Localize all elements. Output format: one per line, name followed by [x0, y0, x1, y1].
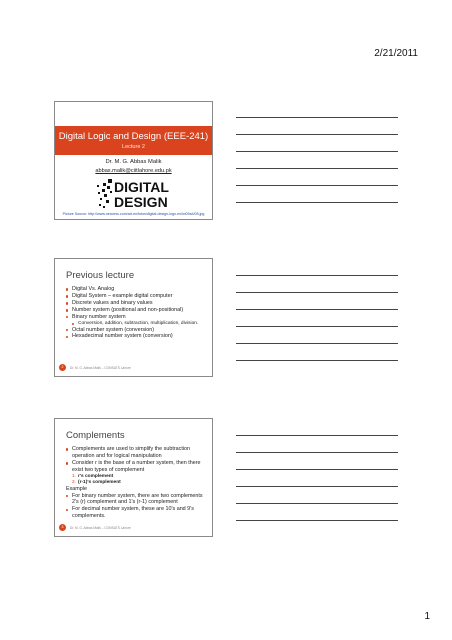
- logo-word-design: DESIGN: [114, 194, 168, 210]
- list-item: Binary number system: [66, 314, 206, 321]
- list-item: Hexadecimal number system (conversion): [66, 333, 206, 340]
- slide-heading: Complements: [66, 430, 125, 441]
- item-number: 1.: [72, 473, 77, 479]
- note-line: [236, 134, 398, 135]
- page-number: 1: [424, 611, 430, 622]
- note-line: [236, 435, 398, 436]
- note-line: [236, 202, 398, 203]
- note-line: [236, 292, 398, 293]
- note-line: [236, 275, 398, 276]
- slide-previous-lecture: [54, 258, 213, 377]
- note-line: [236, 326, 398, 327]
- author-email-link[interactable]: abbas.malik@ciitlahore.edu.pk: [95, 168, 172, 174]
- note-line: [236, 520, 398, 521]
- author-email[interactable]: [55, 168, 212, 174]
- slide-number-badge: 2: [59, 364, 66, 371]
- lecture-subtitle: Lecture 2: [122, 144, 145, 150]
- page-date: 2/21/2011: [374, 48, 418, 59]
- note-line: [236, 309, 398, 310]
- slide-footer: Dr. M. G. Abbas Malik – COMSATS Lahore: [70, 366, 131, 370]
- note-line: [236, 117, 398, 118]
- note-line: [236, 151, 398, 152]
- list-item: Discrete values and binary values: [66, 300, 206, 307]
- slide-complements: [54, 418, 213, 537]
- list-item: Complements are used to simplify the subtraction operation and for logical manipulation: [66, 446, 206, 460]
- list-item: Octal number system (conversion): [66, 327, 206, 334]
- list-heading: Example: [66, 485, 87, 492]
- note-line: [236, 168, 398, 169]
- slide-footer: Dr. M. G. Abbas Malik – COMSATS Lahore: [70, 526, 131, 530]
- list-item: For decimal number system, these are 10's and 9's complements.: [66, 506, 206, 520]
- list-item: Number system (positional and non-positional): [66, 307, 206, 314]
- logo-word-digital: DIGITAL: [114, 179, 169, 195]
- item-text: r's complement: [78, 473, 114, 479]
- digital-design-logo: [95, 177, 175, 210]
- note-line: [236, 452, 398, 453]
- bullet-list: [66, 446, 206, 520]
- list-item: Digital System – example digital computer: [66, 293, 206, 300]
- list-subitem: Conversion, addition, subtraction, multiplication, division.: [66, 321, 206, 327]
- slide-title: [54, 101, 213, 220]
- note-line: [236, 503, 398, 504]
- bullet-list: [66, 286, 206, 340]
- author-name: Dr. M. G. Abbas Malik: [105, 159, 162, 165]
- note-line: [236, 469, 398, 470]
- list-item: Consider r is the base of a number system, then there exist two types of complement: [66, 460, 206, 474]
- list-item: Digital Vs. Analog: [66, 286, 206, 293]
- list-item: For binary number system, there are two complements 2's (r) complement and 1's (r-1) complement: [66, 493, 206, 507]
- note-line: [236, 360, 398, 361]
- item-text: (r-1)'s complement: [78, 479, 121, 485]
- title-band: [55, 126, 212, 155]
- picture-source: Picture Source: http://www.nexcess.com/art-en/fotos/digital-design-logo.en/ict09a4/05.jpg: [62, 212, 205, 216]
- slide-title-text: Digital Logic and Design (EEE-241): [58, 131, 209, 142]
- item-number: 2.: [72, 479, 77, 485]
- note-line: [236, 185, 398, 186]
- note-line: [236, 486, 398, 487]
- slide-number-badge: 3: [59, 524, 66, 531]
- note-line: [236, 343, 398, 344]
- slide-heading: Previous lecture: [66, 270, 135, 281]
